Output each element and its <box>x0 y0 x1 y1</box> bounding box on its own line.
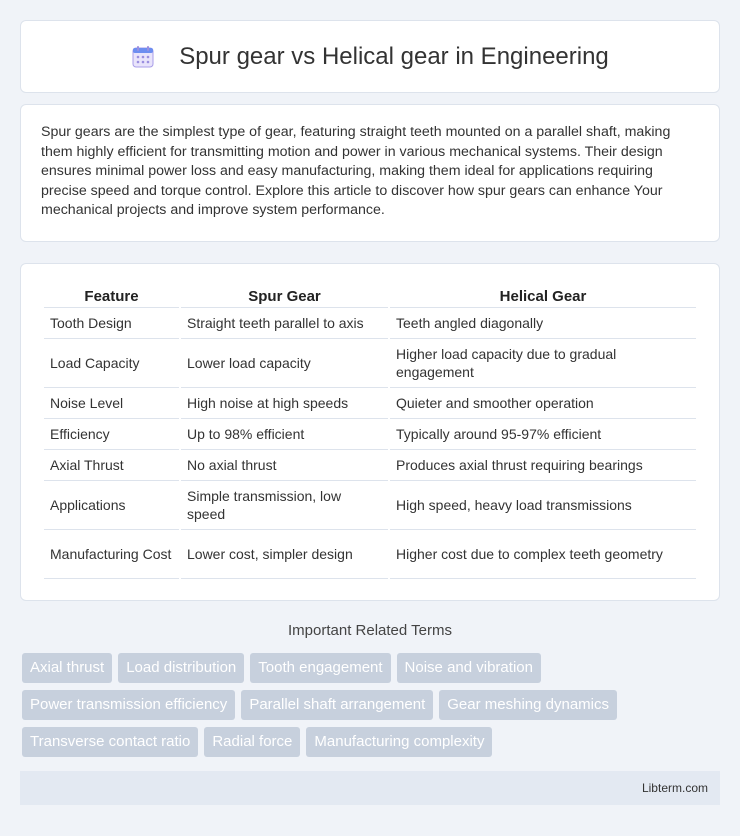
table-header-row <box>44 284 696 308</box>
tag-manufacturing-complexity[interactable]: Manufacturing complexity <box>306 727 492 757</box>
cell-spur: Simple transmission, low speed <box>181 481 388 530</box>
cell-helical: Typically around 95-97% efficient <box>390 419 696 450</box>
cell-spur: Lower load capacity <box>181 339 388 388</box>
comparison-table-card <box>20 263 720 601</box>
cell-feature: Manufacturing Cost <box>44 530 179 579</box>
cell-feature: Noise Level <box>44 388 179 419</box>
cell-helical: Higher cost due to complex teeth geometry <box>390 530 696 579</box>
cell-helical: Quieter and smoother operation <box>390 388 696 419</box>
cell-spur: Up to 98% efficient <box>181 419 388 450</box>
tag-transverse-contact-ratio[interactable]: Transverse contact ratio <box>22 727 198 757</box>
page-title: Spur gear vs Helical gear in Engineering <box>179 42 609 70</box>
table-row <box>44 481 696 530</box>
table-row <box>44 388 696 419</box>
table-row <box>44 530 696 579</box>
tag-tooth-engagement[interactable]: Tooth engagement <box>250 653 390 683</box>
tag-gear-meshing-dynamics[interactable]: Gear meshing dynamics <box>439 690 617 720</box>
cell-spur: No axial thrust <box>181 450 388 481</box>
cell-feature: Tooth Design <box>44 308 179 339</box>
cell-helical: High speed, heavy load transmissions <box>390 481 696 530</box>
header-feature: Feature <box>44 284 179 308</box>
cell-feature: Axial Thrust <box>44 450 179 481</box>
header-card <box>20 20 720 93</box>
footer <box>20 771 720 805</box>
cell-spur: Straight teeth parallel to axis <box>181 308 388 339</box>
footer-site-link[interactable]: Libterm.com <box>641 781 708 795</box>
table-row <box>44 308 696 339</box>
calendar-icon <box>131 45 155 69</box>
cell-spur: High noise at high speeds <box>181 388 388 419</box>
cell-helical: Teeth angled diagonally <box>390 308 696 339</box>
tag-load-distribution[interactable]: Load distribution <box>118 653 244 683</box>
cell-feature: Applications <box>44 481 179 530</box>
related-terms-title: Important Related Terms <box>288 622 452 639</box>
header-spur-gear: Spur Gear <box>181 284 388 308</box>
table-row <box>44 419 696 450</box>
tag-power-transmission-efficiency[interactable]: Power transmission efficiency <box>22 690 235 720</box>
intro-card <box>20 104 720 242</box>
related-terms-list <box>22 653 722 757</box>
cell-spur: Lower cost, simpler design <box>181 530 388 579</box>
tag-axial-thrust[interactable]: Axial thrust <box>22 653 112 683</box>
tag-noise-and-vibration[interactable]: Noise and vibration <box>397 653 541 683</box>
cell-feature: Load Capacity <box>44 339 179 388</box>
cell-helical: Produces axial thrust requiring bearings <box>390 450 696 481</box>
cell-helical: Higher load capacity due to gradual engagement <box>390 339 696 388</box>
tag-radial-force[interactable]: Radial force <box>204 727 300 757</box>
header-helical-gear: Helical Gear <box>390 284 696 308</box>
table-row <box>44 450 696 481</box>
comparison-table <box>42 284 698 579</box>
cell-feature: Efficiency <box>44 419 179 450</box>
tag-parallel-shaft-arrangement[interactable]: Parallel shaft arrangement <box>241 690 433 720</box>
table-row <box>44 339 696 388</box>
intro-paragraph: Spur gears are the simplest type of gear, featuring straight teeth mounted on a parallel shaft, making them highly efficient for transmitting motion and power in various mechanical systems. Their design ensures minimal power loss and easy manufacturing, making them ideal for applications requiring precise speed and torque control. Explore this article to discover how spur gears can enhance Your mechanical projects and improve system performance. <box>41 124 671 219</box>
